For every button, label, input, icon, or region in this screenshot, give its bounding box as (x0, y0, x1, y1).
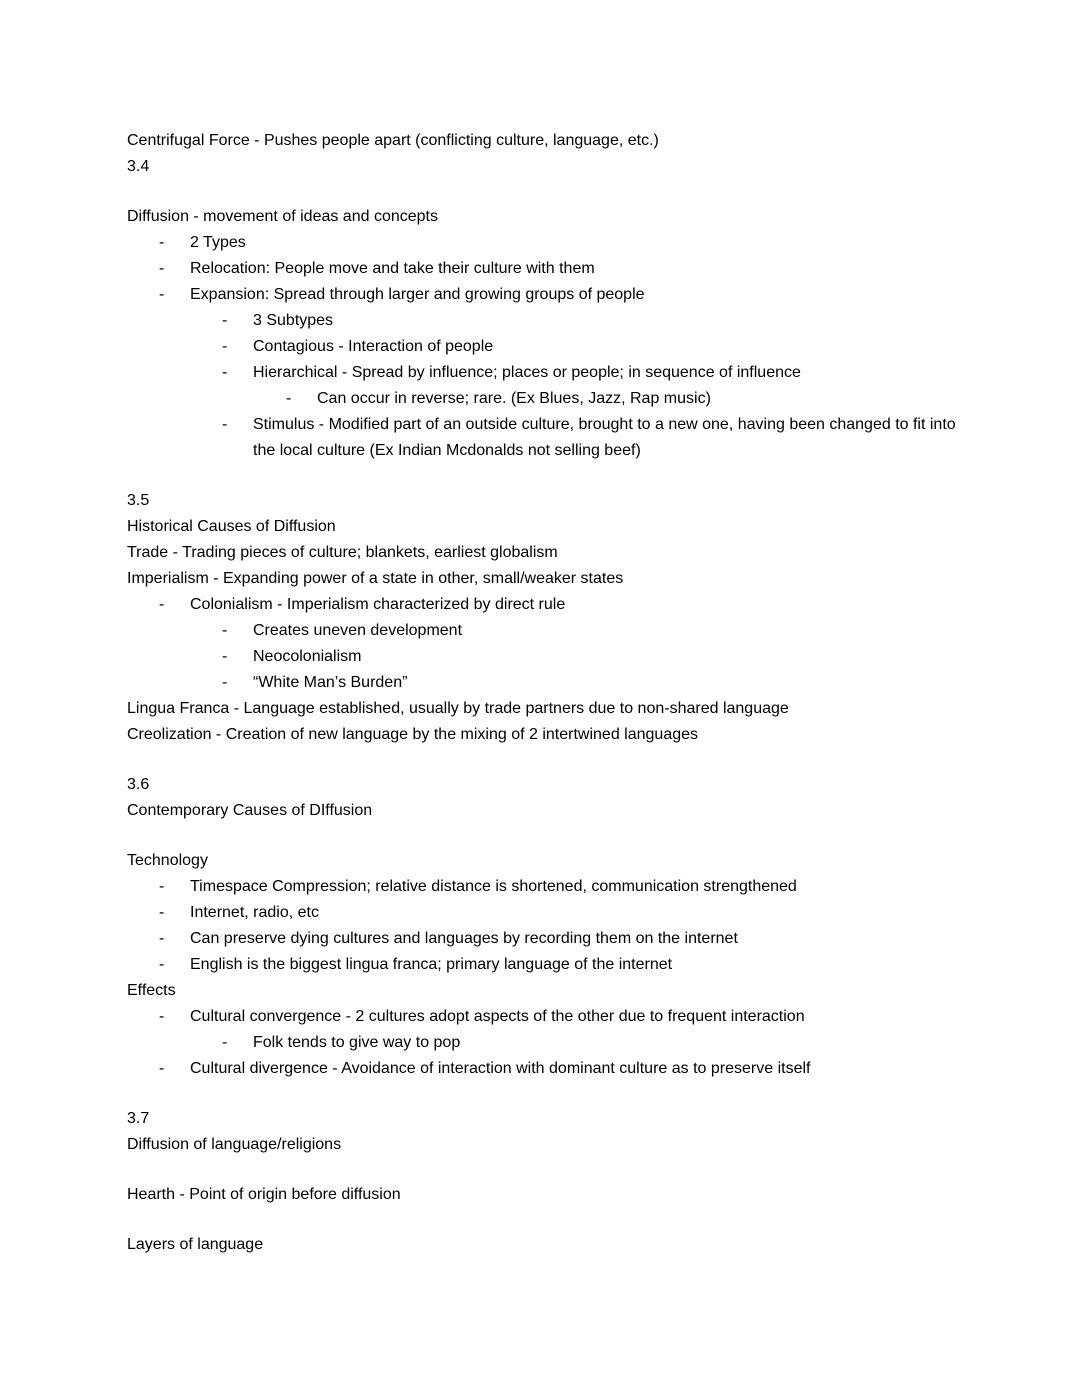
line-text: Lingua Franca - Language established, usually by trade partners due to non-shared language (127, 700, 789, 717)
document-line (127, 1132, 960, 1158)
document-line (127, 900, 960, 926)
document-line (127, 670, 960, 696)
bullet-dash: - (159, 286, 165, 303)
bullet-dash: - (159, 234, 165, 251)
document-line (127, 154, 960, 180)
document-line (127, 592, 960, 618)
document-line (127, 772, 960, 798)
bullet-dash: - (286, 390, 292, 407)
document-line (127, 1030, 960, 1056)
blank-line (127, 464, 960, 488)
line-text: Hearth - Point of origin before diffusion (127, 1186, 401, 1203)
bullet-dash: - (159, 1060, 165, 1077)
bullet-dash: - (159, 904, 165, 921)
line-text: 2 Types (190, 234, 246, 251)
document-line (127, 566, 960, 592)
blank-line (127, 1208, 960, 1232)
line-text: 3.5 (127, 492, 150, 509)
line-text: Cultural convergence - 2 cultures adopt aspects of the other due to frequent interaction (190, 1008, 805, 1025)
document-line (127, 386, 960, 412)
document-line (127, 1232, 960, 1258)
document-line (127, 256, 960, 282)
line-text: Hierarchical - Spread by influence; places or people; in sequence of influence (253, 364, 801, 381)
document-line (127, 282, 960, 308)
document-line (127, 204, 960, 230)
document-line (127, 644, 960, 670)
line-text: “White Man’s Burden” (253, 674, 408, 691)
bullet-dash: - (222, 622, 228, 639)
line-text: Cultural divergence - Avoidance of interaction with dominant culture as to preserve itself (190, 1060, 811, 1077)
bullet-dash: - (159, 878, 165, 895)
line-text: Layers of language (127, 1236, 264, 1253)
line-text: 3.6 (127, 776, 150, 793)
line-text: Contemporary Causes of DIffusion (127, 802, 373, 819)
bullet-dash: - (222, 648, 228, 665)
blank-line (127, 1082, 960, 1106)
line-text: 3.4 (127, 158, 150, 175)
document-content (127, 128, 960, 1258)
line-text: Diffusion - movement of ideas and concepts (127, 208, 438, 225)
line-text: Technology (127, 852, 208, 869)
line-text: Stimulus - Modified part of an outside culture, brought to a new one, having been changed to fit into the local culture (Ex Indian Mcdonalds not selling beef) (253, 416, 961, 459)
blank-line (127, 1158, 960, 1182)
bullet-dash: - (222, 364, 228, 381)
line-text: Contagious - Interaction of people (253, 338, 494, 355)
blank-line (127, 180, 960, 204)
bullet-dash: - (222, 312, 228, 329)
line-text: English is the biggest lingua franca; primary language of the internet (190, 956, 673, 973)
bullet-dash: - (222, 674, 228, 691)
document-line (127, 540, 960, 566)
document-line (127, 360, 960, 386)
bullet-dash: - (159, 260, 165, 277)
document-line (127, 618, 960, 644)
document-line (127, 978, 960, 1004)
document-line (127, 230, 960, 256)
document-line (127, 412, 960, 464)
bullet-dash: - (159, 596, 165, 613)
document-line (127, 308, 960, 334)
line-text: Centrifugal Force - Pushes people apart (conflicting culture, language, etc.) (127, 132, 659, 149)
line-text: 3 Subtypes (253, 312, 334, 329)
document-line (127, 514, 960, 540)
line-text: Diffusion of language/religions (127, 1136, 342, 1153)
line-text: Colonialism - Imperialism characterized by direct rule (190, 596, 566, 613)
line-text: Internet, radio, etc (190, 904, 319, 921)
bullet-dash: - (222, 338, 228, 355)
document-line (127, 1182, 960, 1208)
document-line (127, 334, 960, 360)
line-text: Relocation: People move and take their culture with them (190, 260, 595, 277)
line-text: Can occur in reverse; rare. (Ex Blues, Jazz, Rap music) (317, 390, 711, 407)
line-text: Expansion: Spread through larger and growing groups of people (190, 286, 645, 303)
document-line (127, 952, 960, 978)
line-text: Creolization - Creation of new language by the mixing of 2 intertwined languages (127, 726, 699, 743)
document-line (127, 798, 960, 824)
blank-line (127, 748, 960, 772)
bullet-dash: - (159, 1008, 165, 1025)
blank-line (127, 824, 960, 848)
line-text: Historical Causes of Diffusion (127, 518, 336, 535)
document-line (127, 696, 960, 722)
line-text: Folk tends to give way to pop (253, 1034, 461, 1051)
bullet-dash: - (222, 416, 228, 433)
document-line (127, 488, 960, 514)
line-text: Neocolonialism (253, 648, 362, 665)
document-line (127, 722, 960, 748)
document-line (127, 926, 960, 952)
line-text: Creates uneven development (253, 622, 463, 639)
document-line (127, 848, 960, 874)
line-text: Timespace Compression; relative distance is shortened, communication strengthened (190, 878, 797, 895)
line-text: 3.7 (127, 1110, 150, 1127)
bullet-dash: - (159, 930, 165, 947)
document-line (127, 874, 960, 900)
line-text: Effects (127, 982, 176, 999)
document-line (127, 128, 960, 154)
document-line (127, 1004, 960, 1030)
document-line (127, 1056, 960, 1082)
line-text: Trade - Trading pieces of culture; blankets, earliest globalism (127, 544, 558, 561)
line-text: Imperialism - Expanding power of a state in other, small/weaker states (127, 570, 624, 587)
line-text: Can preserve dying cultures and languages by recording them on the internet (190, 930, 738, 947)
bullet-dash: - (159, 956, 165, 973)
bullet-dash: - (222, 1034, 228, 1051)
document-line (127, 1106, 960, 1132)
